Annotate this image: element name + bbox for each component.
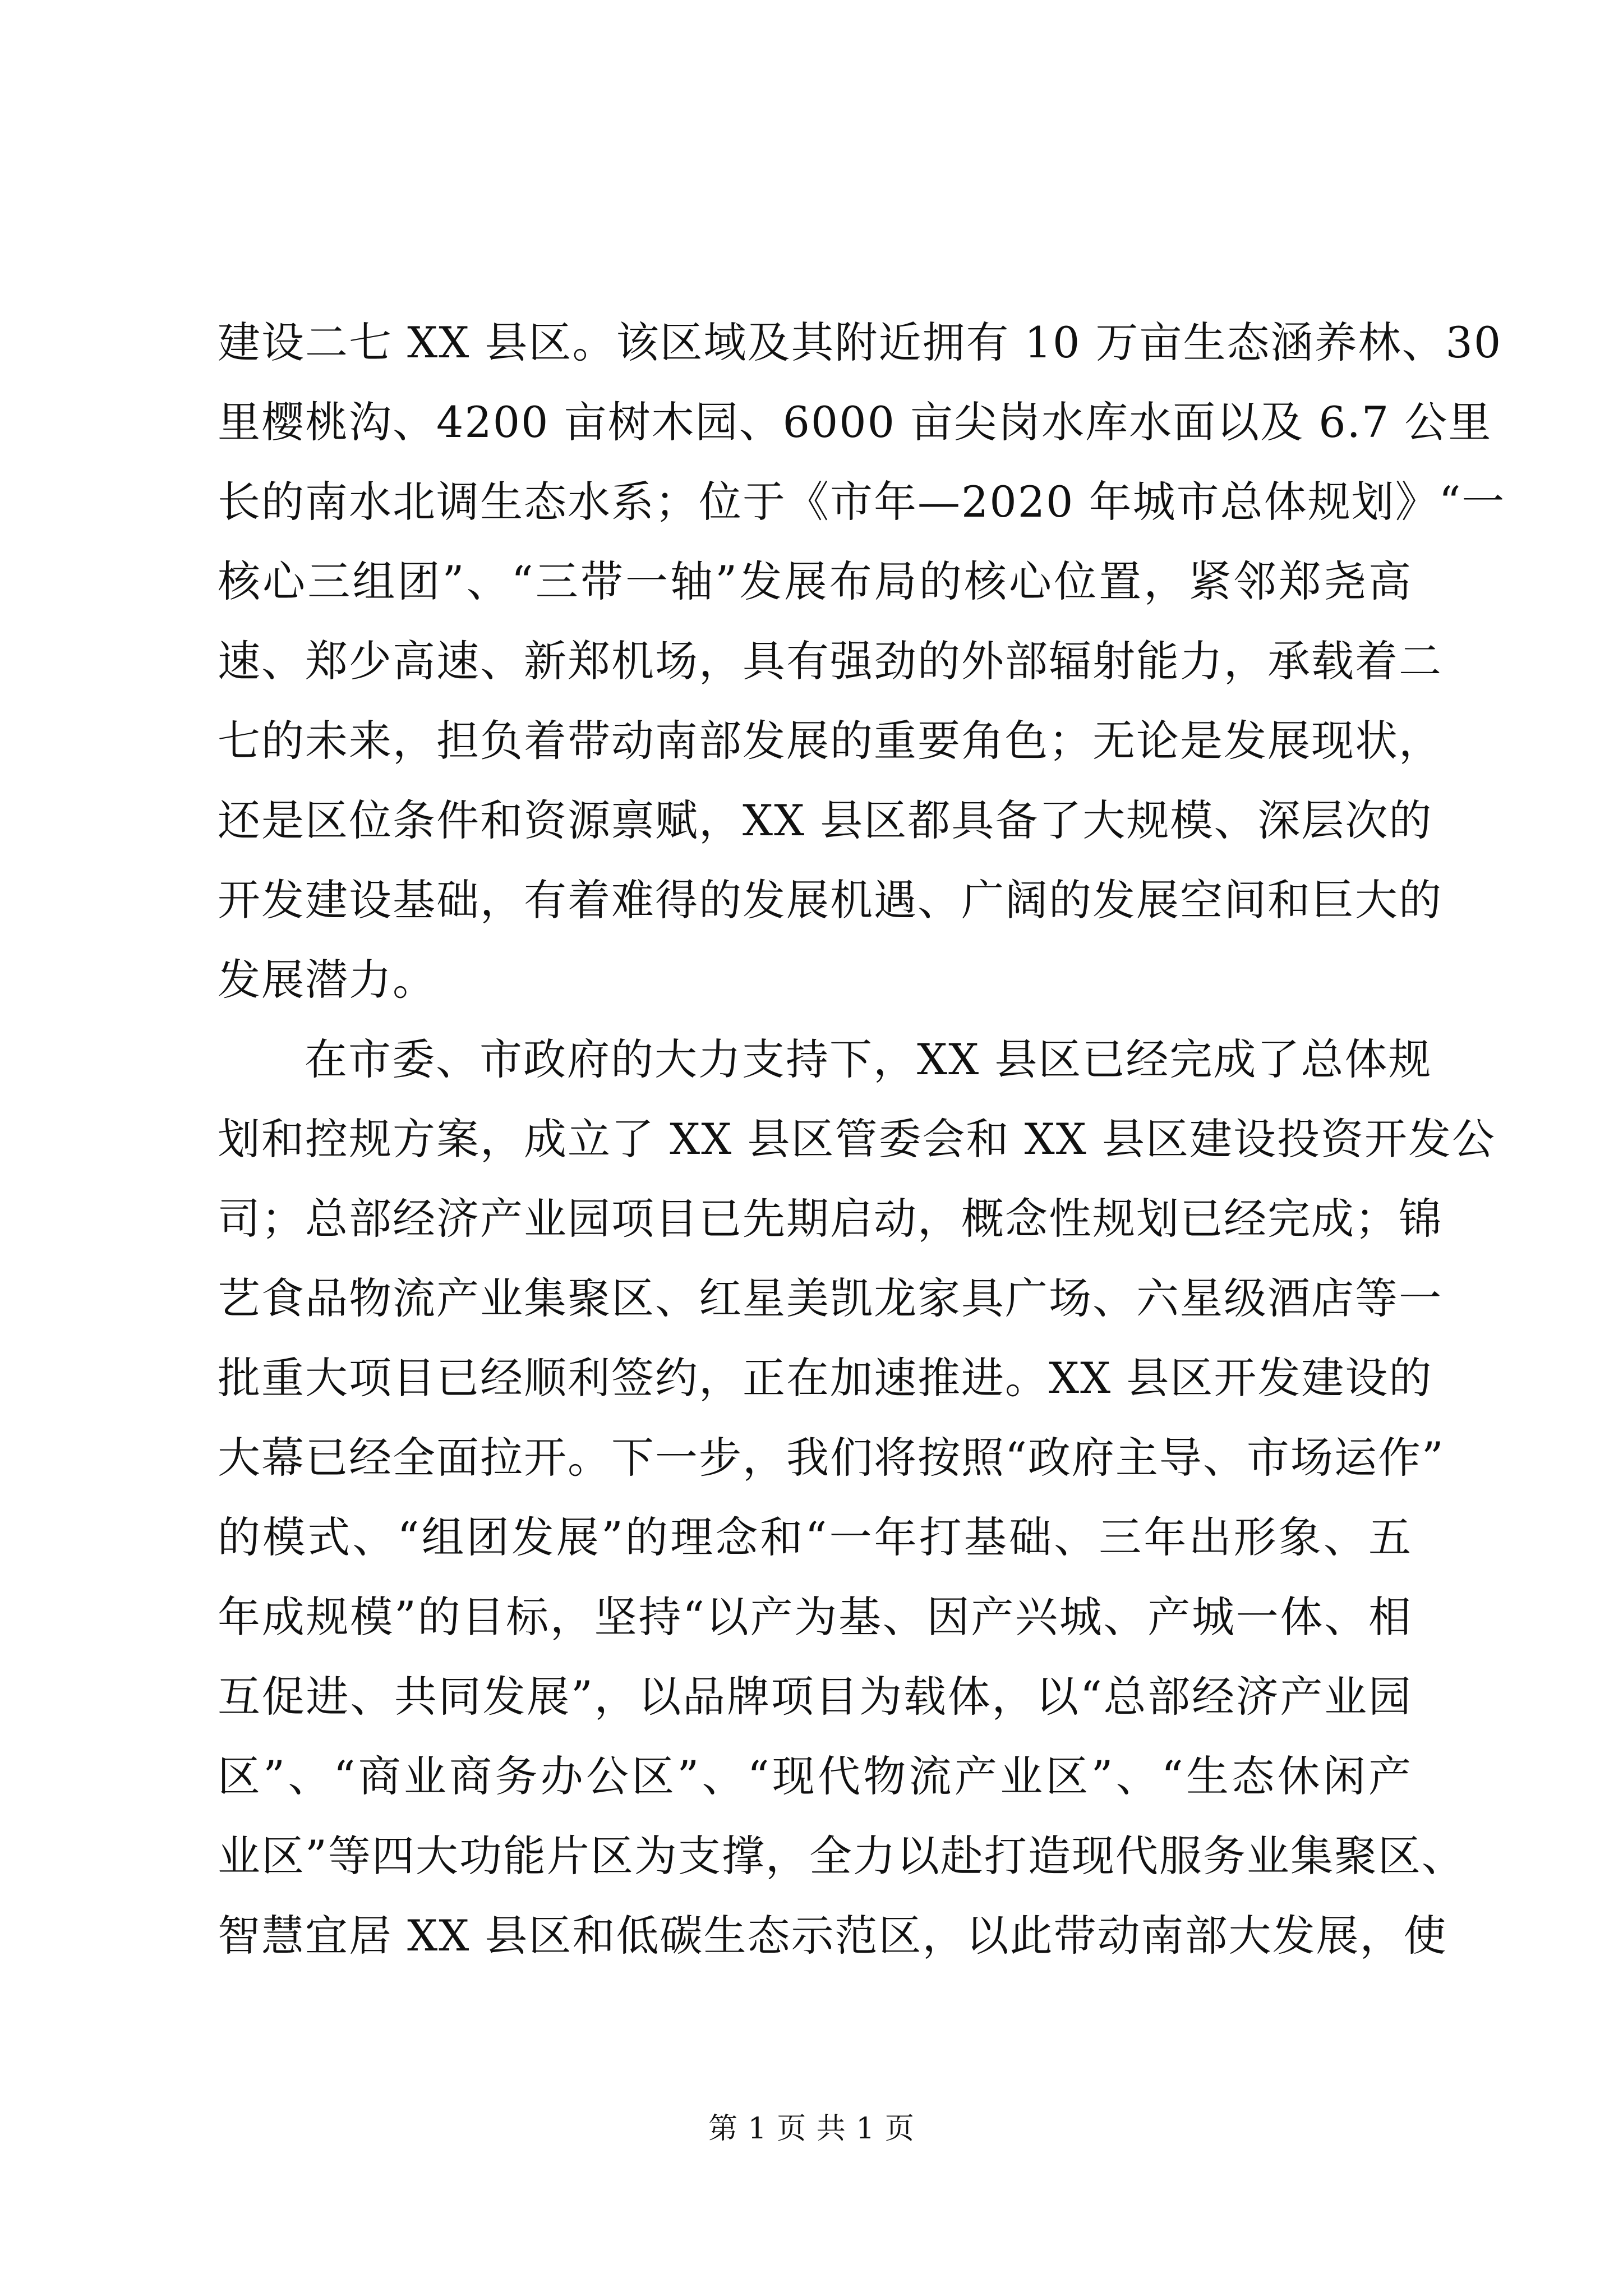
page-footer: 第 1 页 共 1 页 (708, 2112, 915, 2146)
text-line: 年成规模”的目标，坚持“以产为基、因产兴城、产城一体、相 (218, 1592, 1412, 1642)
text-line: 艺食品物流产业集聚区、红星美凯龙家具广场、六星级酒店等一 (218, 1273, 1442, 1323)
text-line: 发展潜力。 (218, 955, 436, 1005)
paragraph-2 (218, 1020, 1496, 1976)
text-line: 建设二七 XX 县区。该区域及其附近拥有 10 万亩生态涵养林、30 (218, 318, 1502, 367)
text-line: 里樱桃沟、4200 亩树木园、6000 亩尖岗水库水面以及 6.7 公里 (218, 397, 1492, 447)
text-line: 业区”等四大功能片区为支撑，全力以赴打造现代服务业集聚区、 (218, 1831, 1465, 1881)
document-body (218, 303, 1506, 1976)
text-line: 开发建设基础，有着难得的发展机遇、广阔的发展空间和巨大的 (218, 875, 1442, 925)
text-line: 区”、“商业商务办公区”、“现代物流产业区”、“生态休闲产 (218, 1751, 1412, 1801)
text-line: 在市委、市政府的大力支持下，XX 县区已经完成了总体规 (305, 1034, 1432, 1084)
text-line: 智慧宜居 XX 县区和低碳生态示范区，以此带动南部大发展，使 (218, 1911, 1447, 1961)
text-line: 还是区位条件和资源禀赋，XX 县区都具备了大规模、深层次的 (218, 795, 1433, 845)
text-line: 互促进、共同发展”，以品牌项目为载体，以“总部经济产业园 (218, 1672, 1412, 1722)
text-line: 速、郑少高速、新郑机场，具有强劲的外部辐射能力，承载着二 (218, 636, 1442, 686)
text-line: 七的未来，担负着带动南部发展的重要角色；无论是发展现状， (218, 716, 1442, 766)
text-line: 批重大项目已经顺利签约，正在加速推进。XX 县区开发建设的 (218, 1353, 1433, 1403)
text-line: 的模式、“组团发展”的理念和“一年打基础、三年出形象、五 (218, 1512, 1412, 1562)
text-line: 划和控规方案，成立了 XX 县区管委会和 XX 县区建设投资开发公 (218, 1114, 1496, 1164)
text-line: 司；总部经济产业园项目已先期启动，概念性规划已经完成；锦 (218, 1194, 1442, 1244)
text-line: 大幕已经全面拉开。下一步，我们将按照“政府主导、市场运作” (218, 1433, 1445, 1483)
paragraph-1 (218, 303, 1506, 1020)
text-line: 长的南水北调生态水系；位于《市年—2020 年城市总体规划》“一 (218, 477, 1506, 527)
text-line: 核心三组团”、“三带一轴”发展布局的核心位置，紧邻郑尧高 (218, 556, 1412, 606)
